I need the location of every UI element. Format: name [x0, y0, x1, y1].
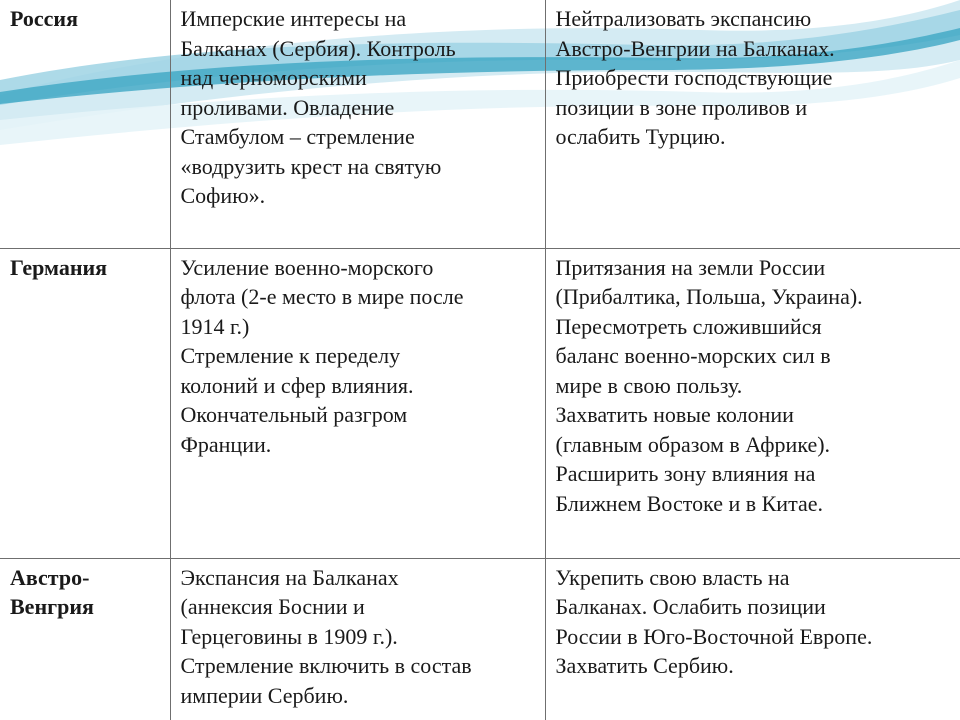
- table-row-russia: [0, 0, 960, 248]
- goals-text-line: мире в свою пользу.: [555, 372, 743, 398]
- goals-text-line: Ближнем Востоке и в Китае.: [555, 490, 823, 516]
- interests-text-line: Экспансия на Балканах: [180, 564, 399, 590]
- country-name: Россия: [10, 6, 78, 31]
- goals-text-line: России в Юго-Восточной Европе.: [555, 623, 873, 649]
- interests-text-line: (аннексия Боснии и: [180, 594, 365, 619]
- table-row-germany: [0, 248, 960, 558]
- goals-text-line: Захватить Сербию.: [555, 653, 734, 678]
- interests-cell: [170, 558, 545, 720]
- goals-text-line: (главным образом в Африке).: [555, 431, 831, 457]
- country-name: Германия: [10, 254, 108, 280]
- goals-text-line: ослабить Турцию.: [555, 124, 726, 149]
- interests-text-line: «водрузить крест на святую: [180, 153, 442, 179]
- country-cell: [0, 558, 170, 720]
- goals-text-line: позиции в зоне проливов и: [555, 94, 808, 120]
- country-name: Австро-Венгрия: [10, 564, 94, 619]
- goals-text-line: баланс военно-морских сил в: [555, 343, 831, 368]
- goals-text-line: Пересмотреть сложившийся: [555, 313, 822, 339]
- goals-text-line: Нейтрализовать экспансию: [555, 6, 812, 31]
- goals-text-line: Австро-Венгрии на Балканах.: [555, 35, 835, 61]
- interests-text-line: Стремление к переделу: [180, 343, 401, 368]
- country-cell: [0, 0, 170, 248]
- goals-text-line: Расширить зону влияния на: [555, 461, 816, 486]
- interests-text-line: 1914 г.): [180, 313, 250, 339]
- goals-text-line: Приобрести господствующие: [555, 65, 833, 90]
- goals-cell: [545, 0, 960, 248]
- interests-text-line: проливами. Овладение: [180, 94, 395, 120]
- interests-text-line: Софию».: [180, 183, 266, 208]
- interests-text-line: Окончательный разгром: [180, 402, 408, 427]
- interests-text-line: Герцеговины в 1909 г.).: [180, 623, 398, 649]
- goals-cell: [545, 558, 960, 720]
- goals-text-line: (Прибалтика, Польша, Украина).: [555, 284, 863, 309]
- interests-text-line: Франции.: [180, 431, 272, 457]
- goals-text-line: Балканах. Ослабить позиции: [555, 594, 826, 619]
- goals-text-line: Захватить новые колонии: [555, 402, 794, 427]
- interests-text-line: Стамбулом – стремление: [180, 124, 415, 149]
- interests-text-line: колоний и сфер влияния.: [180, 372, 414, 398]
- goals-text-line: Притязания на земли России: [555, 254, 826, 280]
- interests-cell: [170, 0, 545, 248]
- interests-text-line: флота (2-е место в мире после: [180, 284, 464, 309]
- goals-text-line: Укрепить свою власть на: [555, 564, 790, 590]
- interests-text-line: Усиление военно-морского: [180, 254, 434, 280]
- goals-cell: [545, 248, 960, 558]
- country-cell: [0, 248, 170, 558]
- interests-text-line: над черноморскими: [180, 65, 367, 90]
- interests-text-line: Стремление включить в состав: [180, 653, 472, 678]
- interests-text-line: Балканах (Сербия). Контроль: [180, 35, 456, 61]
- interests-text-line: Имперские интересы на: [180, 6, 407, 31]
- interests-text-line: империи Сербию.: [180, 682, 349, 708]
- interests-cell: [170, 248, 545, 558]
- table-row-austria-hungary: [0, 558, 960, 720]
